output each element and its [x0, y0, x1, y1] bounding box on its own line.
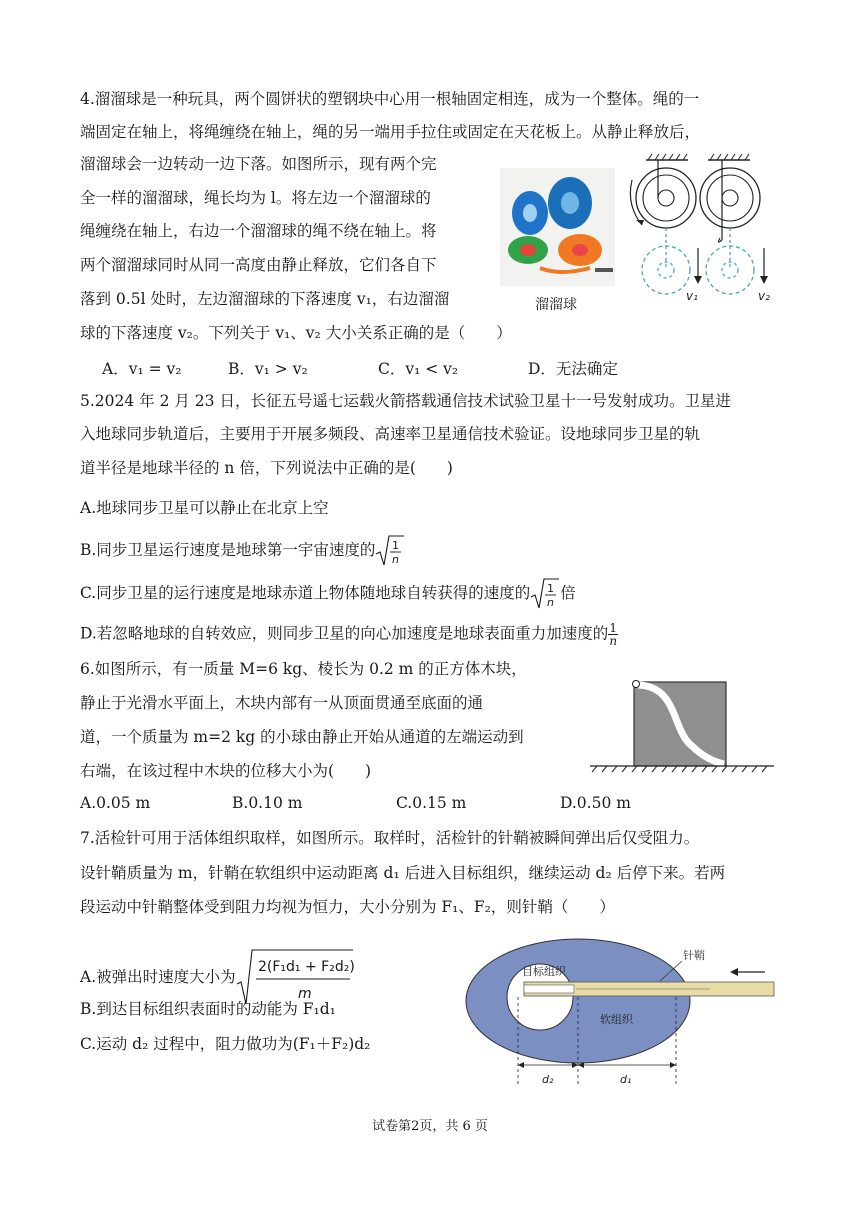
q7-option-c: C.运动 d₂ 过程中，阻力做功为(F₁＋F₂)d₂: [80, 1035, 371, 1053]
q7-option-b: B.到达目标组织表面时的动能为 F₁d₁: [80, 1000, 336, 1018]
q4-option-d: D．无法确定: [528, 360, 618, 378]
q5-option-b: [80, 534, 405, 568]
q6-line-1: 6.如图所示，有一质量 M=6 kg、棱长为 0.2 m 的正方体木块，: [80, 660, 527, 678]
q7-line-1: 7.活检针可用于活体组织取样，如图所示。取样时，活检针的针鞘被瞬间弹出后仅受阻力。: [80, 829, 700, 847]
q5-line-2: 入地球同步轨道后，主要用于开展多频段、高速率卫星通信技术验证。设地球同步卫星的轨: [80, 425, 701, 443]
q4-option-a: A．v₁ = v₂: [102, 360, 182, 378]
q6-option-b: B.0.10 m: [232, 794, 303, 812]
q4-line-8: 球的下落速度 v₂。下列关于 v₁、v₂ 大小关系正确的是（ ）: [80, 324, 512, 342]
q6-line-4: 右端，在该过程中木块的位移大小为( ): [80, 762, 372, 780]
yoyo-photo-caption: 溜溜球: [535, 297, 577, 313]
q4-line-4: 全一样的溜溜球，绳长均为 l。将左边一个溜溜球的: [80, 189, 431, 207]
q6-option-d: D.0.50 m: [560, 794, 631, 812]
yoyo-diagram: [622, 150, 782, 305]
q4-line-6: 两个溜溜球同时从同一高度由静止释放，它们各自下: [80, 256, 437, 274]
q4-line-1: 4.溜溜球是一种玩具，两个圆饼状的塑钢块中心用一根轴固定相连，成为一个整体。绳的一: [80, 90, 700, 108]
page-footer: 试卷第2页，共 6 页: [372, 1119, 488, 1134]
label-needle-sheath: 针鞘: [683, 949, 705, 962]
v2-label: v₂: [758, 289, 770, 303]
q6-option-a: A.0.05 m: [80, 794, 151, 812]
yoyo-photo: [500, 168, 615, 286]
q6-line-3: 道，一个质量为 m=2 kg 的小球由静止开始从通道的左端运动到: [80, 728, 524, 746]
label-soft-tissue: 软组织: [600, 1013, 633, 1026]
q5-option-d: [80, 622, 618, 647]
q5-option-d-text: D.若忽略地球的自转效应，则同步卫星的向心加速度是地球表面重力加速度的: [80, 624, 609, 643]
q4-line-2: 端固定在轴上，将绳缠绕在轴上，绳的另一端用手拉住或固定在天花板上。从静止释放后，: [80, 123, 701, 141]
q4-option-b: B．v₁ > v₂: [228, 360, 308, 378]
svg-text:n: n: [547, 596, 555, 609]
label-d1: d₁: [620, 1073, 632, 1086]
q4-option-c: C．v₁ < v₂: [378, 360, 459, 378]
q5-option-c-text: C.同步卫星的运行速度是地球赤道上物体随地球自转获得的速度的: [80, 584, 531, 602]
svg-text:1: 1: [392, 539, 400, 552]
svg-text:m: m: [297, 986, 312, 1002]
frac-1-over-n: $\frac{1}{n}$: [609, 621, 618, 648]
q7-line-2: 设针鞘质量为 m，针鞘在软组织中运动距离 d₁ 后进入目标组织，继续运动 d₂ 后停下来。若两: [80, 864, 726, 882]
q7-option-a-text: A.被弹出时速度大小为: [80, 968, 236, 986]
q5-option-b-text: B.同步卫星运行速度是地球第一宇宙速度的: [80, 541, 376, 559]
q5-option-c: [80, 577, 576, 611]
sqrt-1-over-n-c: [530, 577, 560, 611]
q5-option-a: A.地球同步卫星可以静止在北京上空: [80, 499, 329, 517]
q5-line-1: 5.2024 年 2 月 23 日，长征五号遥七运载火箭搭载通信技术试验卫星十一号发射成功。卫星进: [80, 392, 731, 410]
q7-line-3: 段运动中针鞘整体受到阻力均视为恒力，大小分别为 F₁、F₂，则针鞘（ ）: [80, 898, 615, 916]
svg-text:2(F₁d₁ + F₂d₂): 2(F₁d₁ + F₂d₂): [257, 959, 354, 975]
label-d2: d₂: [542, 1073, 554, 1086]
label-target-tissue: 目标组织: [522, 965, 566, 978]
q6-line-2: 静止于光滑水平面上，木块内部有一从顶面贯通至底面的通: [80, 694, 484, 712]
q6-option-c: C.0.15 m: [396, 794, 467, 812]
q4-line-3: 溜溜球会一边转动一边下落。如图所示，现有两个完: [80, 155, 437, 173]
biopsy-needle-diagram: [460, 935, 790, 1095]
sqrt-1-over-n: [375, 534, 405, 568]
q5-line-3: 道半径是地球半径的 n 倍，下列说法中正确的是( ): [80, 459, 453, 477]
svg-text:n: n: [392, 553, 400, 566]
q4-line-7: 落到 0.5l 处时，左边溜溜球的下落速度 v₁，右边溜溜: [80, 290, 450, 308]
v1-label: v₁: [686, 289, 698, 303]
cube-channel-diagram: [588, 676, 778, 776]
q4-line-5: 绳缠绕在轴上，右边一个溜溜球的绳不绕在轴上。将: [80, 222, 437, 240]
svg-text:1: 1: [547, 582, 555, 595]
q5-option-c-suffix: 倍: [560, 584, 576, 602]
